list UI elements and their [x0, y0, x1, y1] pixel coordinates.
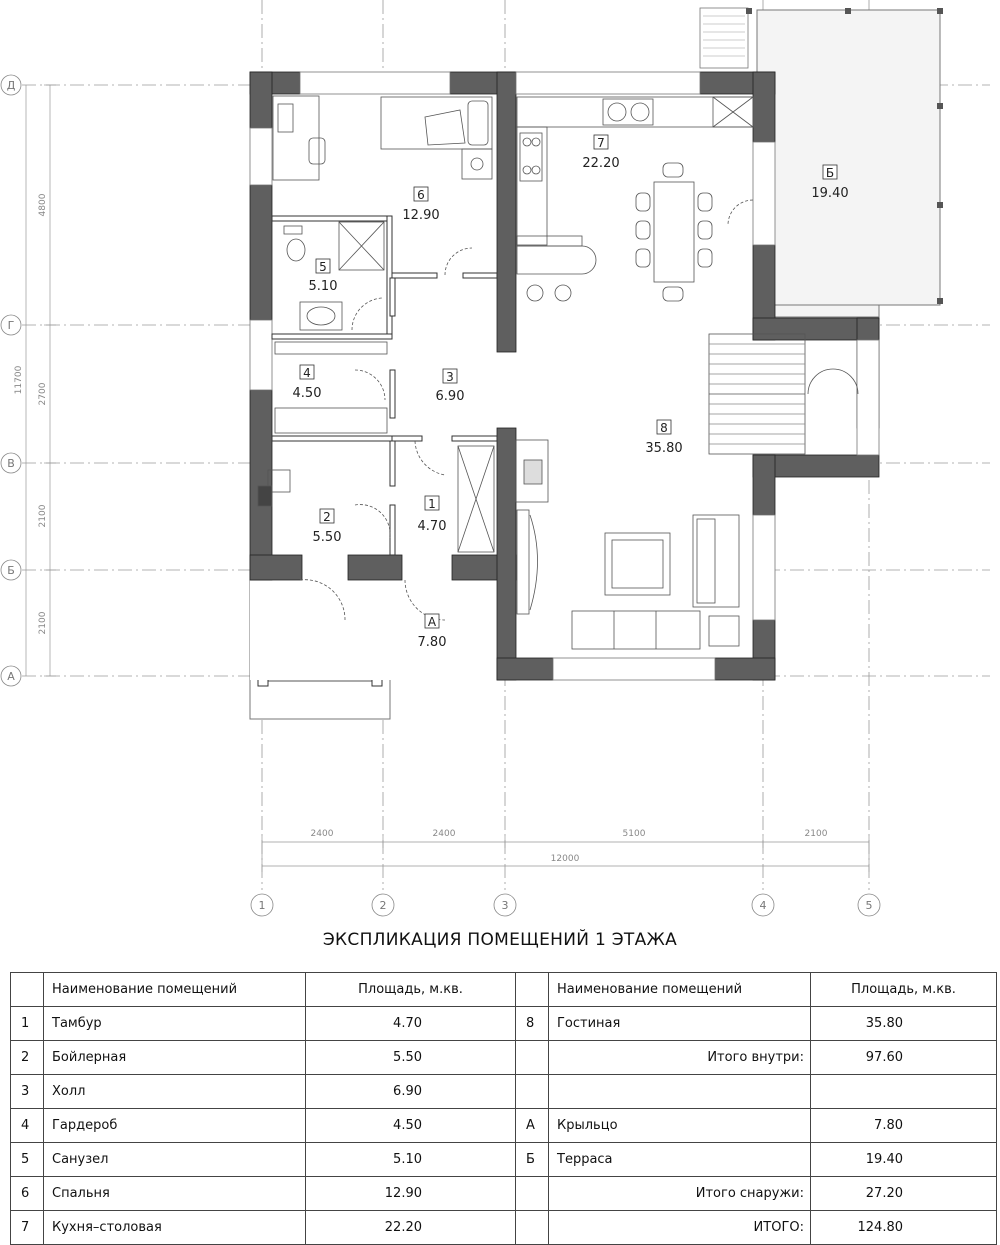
room-number-cell — [516, 1041, 549, 1075]
room-name-cell: Крыльцо — [549, 1109, 811, 1143]
dim-h-2: 2400 — [432, 829, 456, 839]
room-number: А — [427, 615, 437, 629]
room-number: 4 — [303, 366, 311, 380]
room-number: 3 — [446, 370, 454, 384]
dim-v-total: 11700 — [14, 365, 24, 395]
room-area: 4.50 — [292, 386, 322, 401]
table-row — [11, 1109, 997, 1143]
room-area: 4.70 — [417, 519, 447, 534]
table-row — [11, 1177, 997, 1211]
room-area-cell: 7.80 — [811, 1109, 997, 1143]
table-header-row — [11, 973, 997, 1007]
dim-h-4: 2100 — [804, 829, 828, 839]
room-area-cell: 12.90 — [306, 1177, 516, 1211]
axis-row-label: А — [7, 670, 15, 683]
room-name-cell: Санузел — [44, 1143, 306, 1177]
subtotal-label-cell: Итого внутри: — [549, 1041, 811, 1075]
axis-col-label: 2 — [379, 899, 387, 912]
room-number: 7 — [597, 136, 605, 150]
room-number-cell: 7 — [11, 1211, 44, 1245]
room-number: 8 — [660, 421, 668, 435]
dim-v-1: 4800 — [38, 193, 48, 217]
room-name-cell: Гостиная — [549, 1007, 811, 1041]
total-label-cell: ИТОГО: — [549, 1211, 811, 1245]
header-name: Наименование помещений — [44, 973, 306, 1007]
room-area: 22.20 — [582, 156, 620, 171]
room-area-cell: 19.40 — [811, 1143, 997, 1177]
dim-v-2: 2700 — [38, 382, 48, 406]
table-row — [11, 1143, 997, 1177]
dim-h-3: 5100 — [622, 829, 646, 839]
total-area-cell: 124.80 — [811, 1211, 997, 1245]
explication-table — [10, 972, 997, 1245]
room-name-cell: Терраса — [549, 1143, 811, 1177]
room-number-cell: А — [516, 1109, 549, 1143]
room-number: 6 — [417, 188, 425, 202]
room-number: Б — [825, 166, 835, 180]
room-area-cell: 4.50 — [306, 1109, 516, 1143]
room-number-cell: 2 — [11, 1041, 44, 1075]
axis-row-label: Б — [7, 564, 15, 577]
room-area: 35.80 — [645, 441, 683, 456]
dim-h-total: 12000 — [550, 854, 580, 864]
room-area: 5.50 — [312, 530, 342, 545]
empty-cell — [811, 1075, 997, 1109]
subtotal-label-cell: Итого снаружи: — [549, 1177, 811, 1211]
room-area: 12.90 — [402, 208, 440, 223]
dim-v-4: 2100 — [38, 611, 48, 635]
axis-col-label: 3 — [501, 899, 509, 912]
room-area: 5.10 — [308, 279, 338, 294]
room-area: 6.90 — [435, 389, 465, 404]
axis-row-label: Г — [7, 319, 15, 332]
axis-col-label: 1 — [258, 899, 266, 912]
room-area-cell: 4.70 — [306, 1007, 516, 1041]
room-area: 7.80 — [417, 635, 447, 650]
room-number-cell: Б — [516, 1143, 549, 1177]
subtotal-area-cell: 27.20 — [811, 1177, 997, 1211]
room-area-cell: 35.80 — [811, 1007, 997, 1041]
room-name-cell: Кухня–столовая — [44, 1211, 306, 1245]
header-num — [516, 973, 549, 1007]
room-number-cell — [516, 1177, 549, 1211]
header-area: Площадь, м.кв. — [811, 973, 997, 1007]
header-num — [11, 973, 44, 1007]
table-row — [11, 1075, 997, 1109]
empty-cell — [549, 1075, 811, 1109]
room-number-cell: 6 — [11, 1177, 44, 1211]
room-name-cell: Холл — [44, 1075, 306, 1109]
subtotal-area-cell: 97.60 — [811, 1041, 997, 1075]
room-area-cell: 22.20 — [306, 1211, 516, 1245]
room-number: 1 — [428, 497, 436, 511]
axis-row-label: В — [7, 457, 15, 470]
room-number-cell: 3 — [11, 1075, 44, 1109]
room-number-cell — [516, 1211, 549, 1245]
room-number-cell: 4 — [11, 1109, 44, 1143]
dim-h-1: 2400 — [310, 829, 334, 839]
table-row — [11, 1211, 997, 1245]
room-number-cell: 1 — [11, 1007, 44, 1041]
room-area: 19.40 — [811, 186, 849, 201]
room-name-cell: Спальня — [44, 1177, 306, 1211]
table-row — [11, 1041, 997, 1075]
header-name: Наименование помещений — [549, 973, 811, 1007]
explication-title: ЭКСПЛИКАЦИЯ ПОМЕЩЕНИЙ 1 ЭТАЖА — [322, 930, 678, 950]
axis-col-label: 4 — [759, 899, 767, 912]
room-number-cell: 5 — [11, 1143, 44, 1177]
dim-v-3: 2100 — [38, 504, 48, 528]
axis-row-label: Д — [6, 79, 16, 92]
room-area-cell: 5.10 — [306, 1143, 516, 1177]
room-number: 2 — [323, 510, 331, 524]
room-area-cell: 6.90 — [306, 1075, 516, 1109]
room-name-cell: Бойлерная — [44, 1041, 306, 1075]
room-name-cell: Тамбур — [44, 1007, 306, 1041]
table-row — [11, 1007, 997, 1041]
room-number-cell — [516, 1075, 549, 1109]
room-number: 5 — [319, 260, 327, 274]
header-area: Площадь, м.кв. — [306, 973, 516, 1007]
room-number-cell: 8 — [516, 1007, 549, 1041]
room-name-cell: Гардероб — [44, 1109, 306, 1143]
room-area-cell: 5.50 — [306, 1041, 516, 1075]
axis-col-label: 5 — [865, 899, 873, 912]
